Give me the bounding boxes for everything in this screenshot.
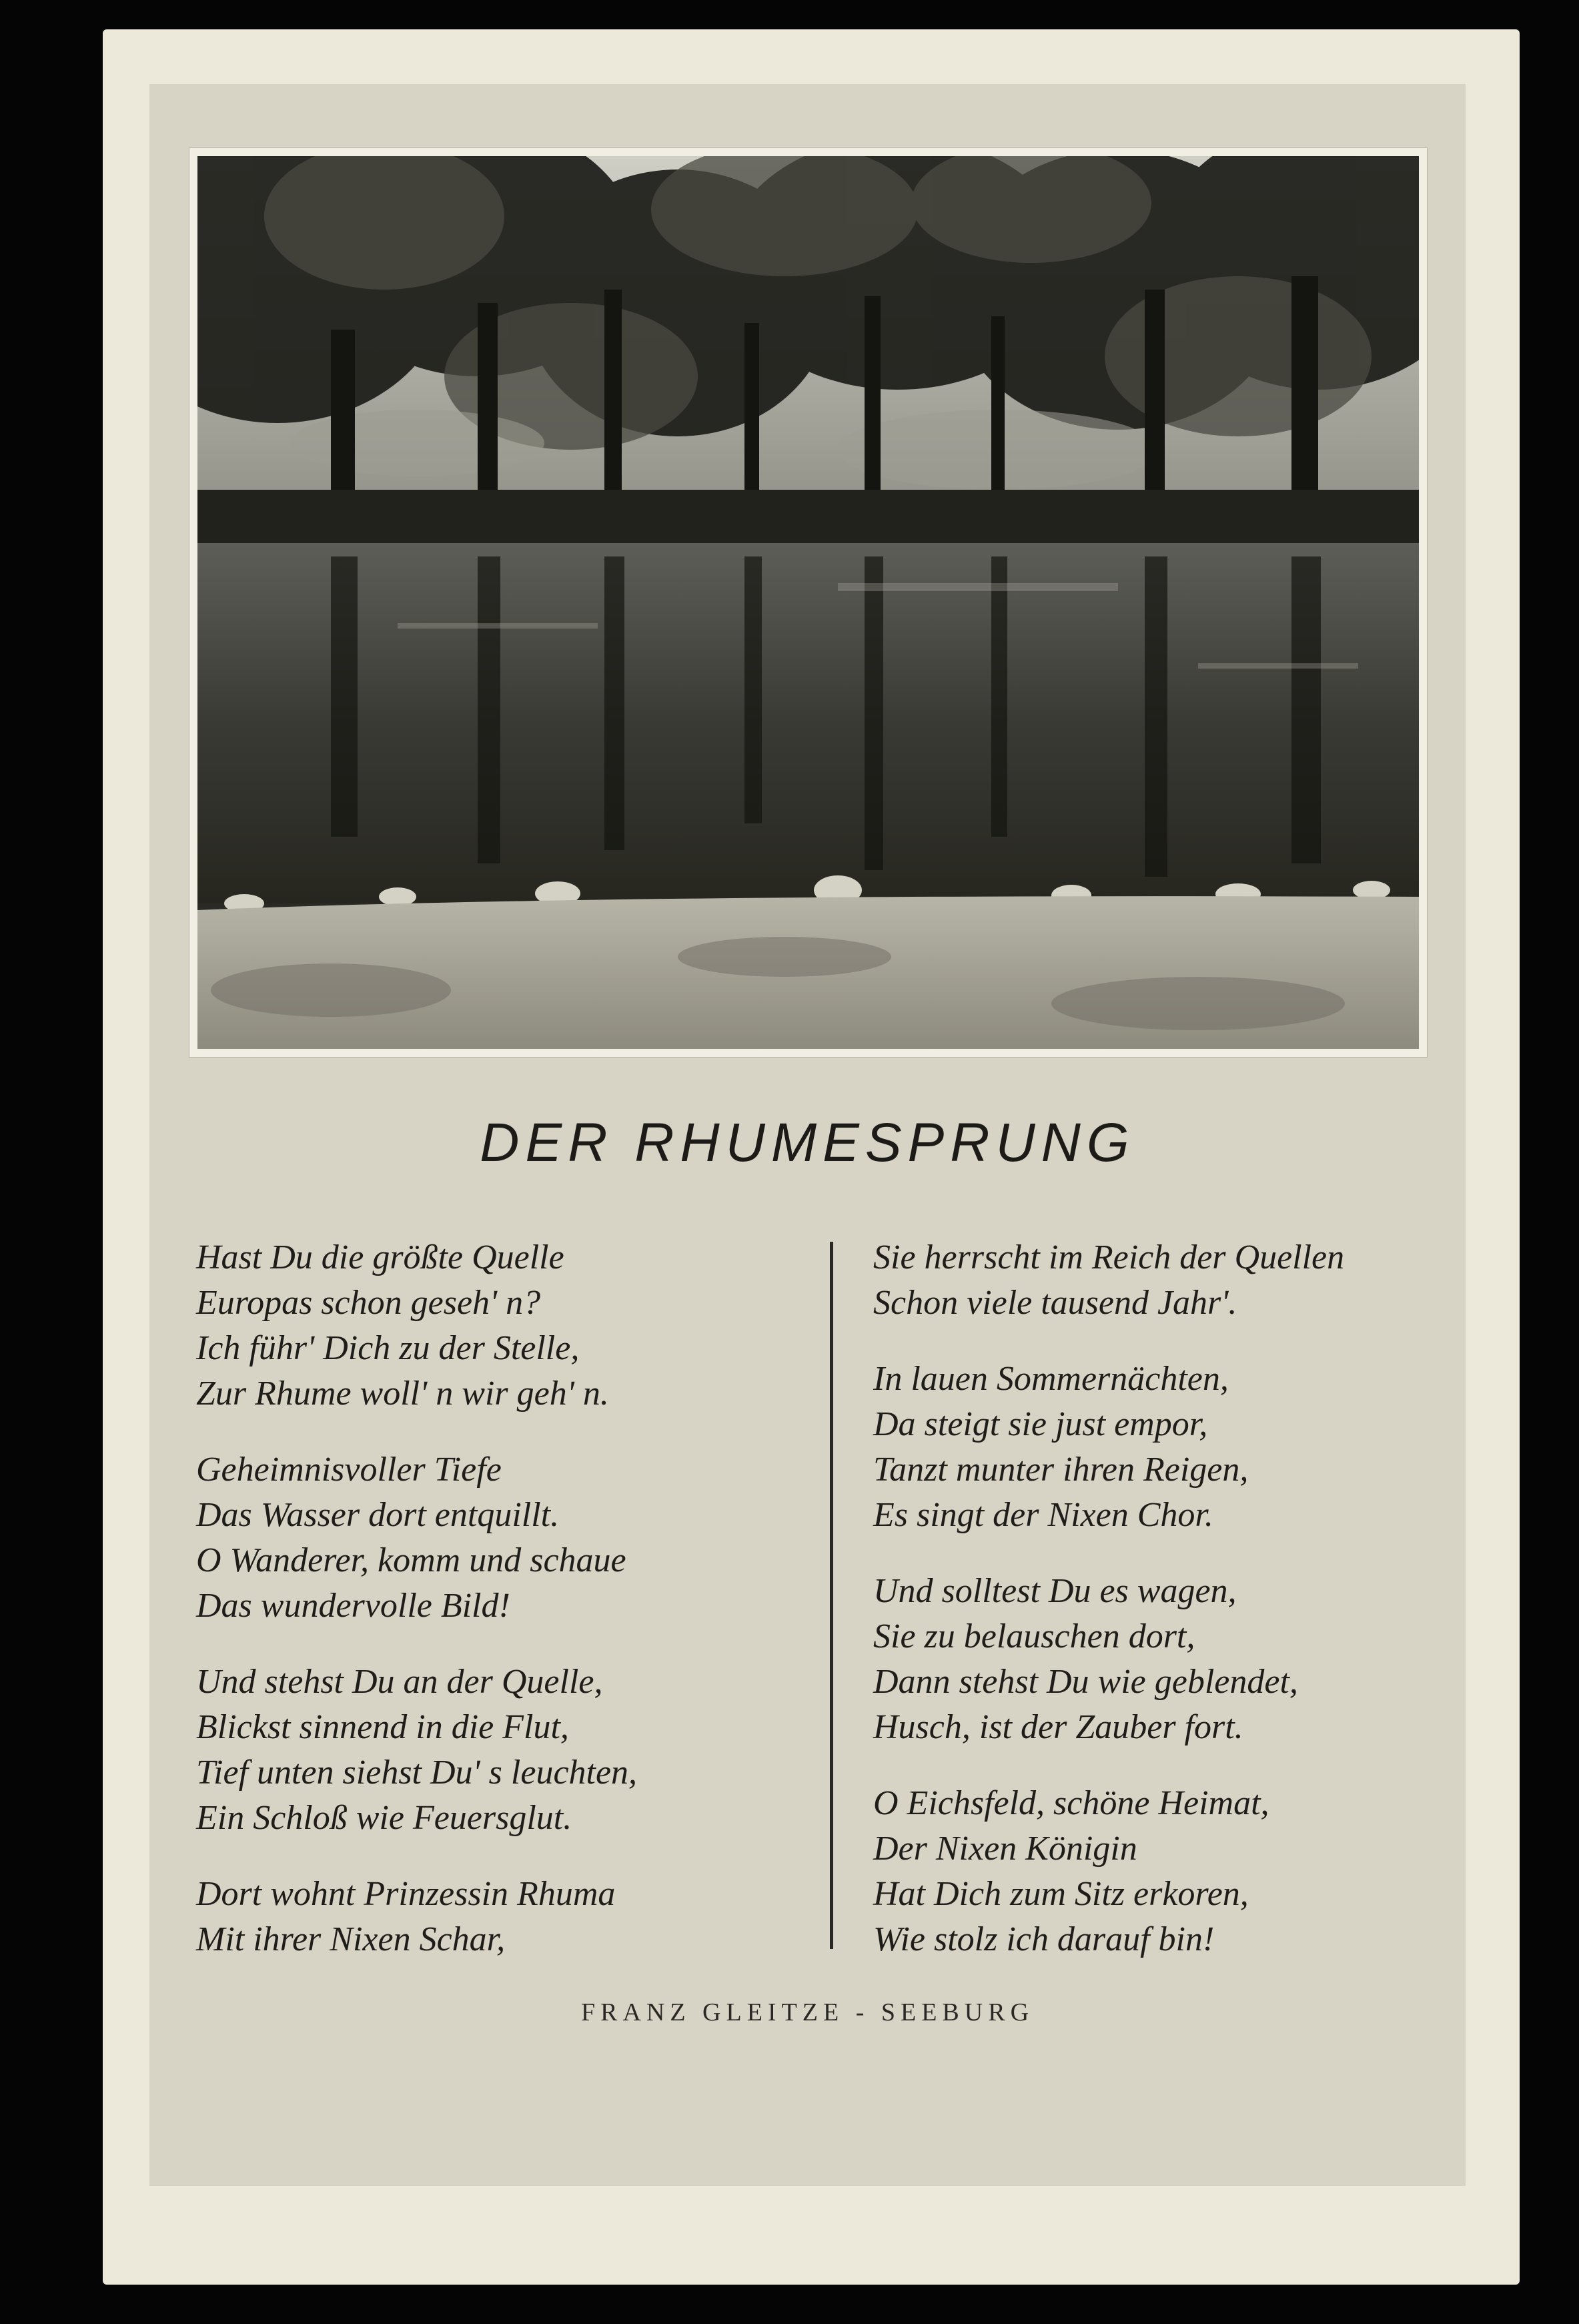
poem-line: Dann stehst Du wie geblendet,: [873, 1663, 1298, 1701]
stanza: [196, 1872, 797, 1962]
poem-line: Schon viele tausend Jahr'.: [873, 1284, 1237, 1322]
column-divider: [830, 1242, 833, 1949]
forest-pond-picture: [197, 156, 1419, 1049]
poem-line: Und solltest Du es wagen,: [873, 1572, 1237, 1610]
pond-photo: [197, 156, 1419, 1049]
stanza: [873, 1569, 1467, 1750]
print-area: [149, 84, 1466, 2186]
poem-line: Husch, ist der Zauber fort.: [873, 1708, 1243, 1746]
postcard: [103, 29, 1520, 2285]
author-credit: FRANZ GLEITZE - SEEBURG: [580, 1998, 1035, 2026]
poem-line: Tief unten siehst Du' s leuchten,: [196, 1754, 638, 1792]
poem-line: In lauen Sommernächten,: [873, 1360, 1229, 1398]
poem-line: Dort wohnt Prinzessin Rhuma: [196, 1875, 616, 1913]
poem-line: Ich führ' Dich zu der Stelle,: [196, 1329, 580, 1367]
poem-title: DER RHUMESPRUNG: [480, 1112, 1135, 1173]
stanza: [873, 1781, 1467, 1962]
poem-line: Sie zu belauschen dort,: [873, 1617, 1195, 1655]
stanza: [196, 1659, 797, 1841]
poem-line: Hat Dich zum Sitz erkoren,: [873, 1875, 1249, 1913]
stanza: [873, 1235, 1467, 1326]
poem-line: Sie herrscht im Reich der Quellen: [873, 1238, 1345, 1276]
stanza: [873, 1357, 1467, 1538]
poem-line: Zur Rhume woll' n wir geh' n.: [196, 1375, 609, 1413]
poem-line: Das wundervolle Bild!: [196, 1587, 510, 1625]
photo-frame: [189, 148, 1427, 1057]
poem-line: Das Wasser dort entquillt.: [196, 1496, 560, 1534]
poem-line: Europas schon geseh' n?: [196, 1284, 541, 1322]
poem-line: Und stehst Du an der Quelle,: [196, 1663, 603, 1701]
poem-line: Geheimnisvoller Tiefe: [196, 1451, 502, 1489]
poem-line: O Wanderer, komm und schaue: [196, 1541, 626, 1579]
poem-right-column: [873, 1235, 1467, 1993]
poem-line: Der Nixen Königin: [873, 1830, 1137, 1868]
poem-line: Da steigt sie just empor,: [873, 1405, 1208, 1443]
stanza: [196, 1235, 797, 1417]
poem-line: Mit ihrer Nixen Schar,: [196, 1920, 506, 1958]
poem-line: Ein Schloß wie Feuersglut.: [196, 1799, 572, 1837]
poem-line: O Eichsfeld, schöne Heimat,: [873, 1784, 1269, 1822]
stanza: [196, 1447, 797, 1629]
poem-line: Tanzt munter ihren Reigen,: [873, 1451, 1249, 1489]
poem-line: Wie stolz ich darauf bin!: [873, 1920, 1215, 1958]
poem-line: Blickst sinnend in die Flut,: [196, 1708, 569, 1746]
poem-line: Es singt der Nixen Chor.: [873, 1496, 1213, 1534]
poem-left-column: [196, 1235, 797, 1993]
poem-line: Hast Du die größte Quelle: [196, 1238, 564, 1276]
